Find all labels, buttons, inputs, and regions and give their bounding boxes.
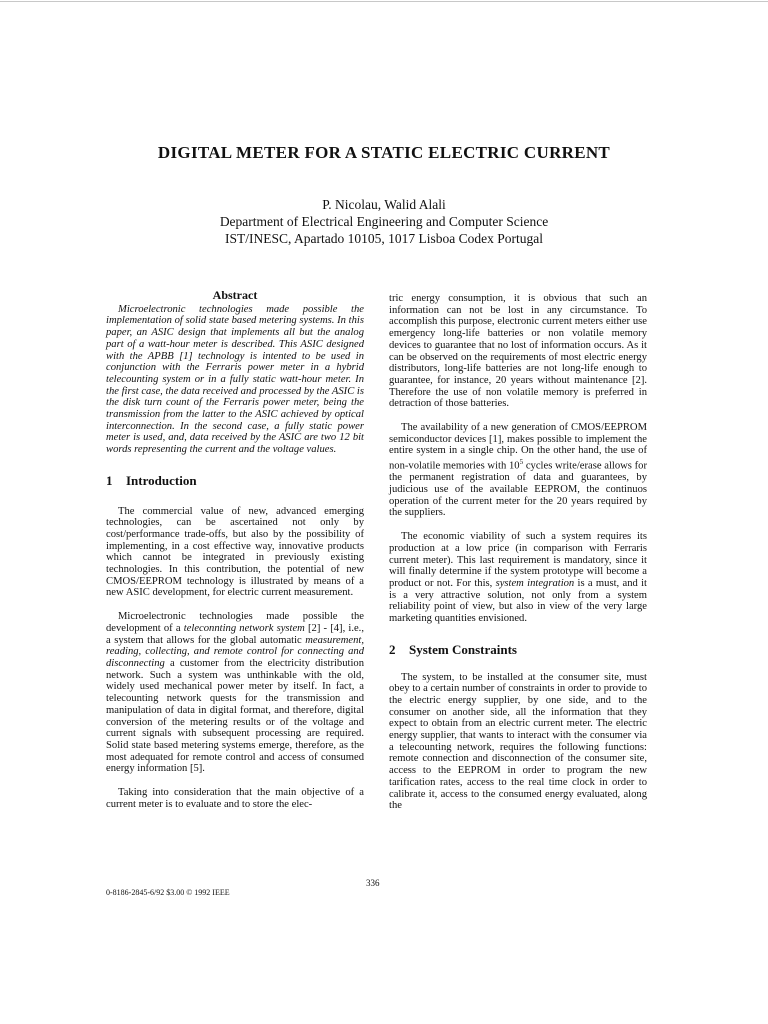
section-heading-introduction [106, 472, 364, 488]
affiliation-address: IST/INESC, Apartado 10105, 1017 Lisboa Codex Portugal [225, 231, 543, 246]
section-title: Introduction [126, 472, 197, 488]
top-rule [0, 1, 768, 2]
intro-paragraph-2: Microelectronic technologies made possible the development of a teleconnting network system [2] - [4], i.e., a system that allows for the global automatic measurement, reading, collecting, and remote control for connecting and disconnecting a customer from the electricity distribution network. Such a system was unthinkable with the old, widely used mechanical power meter by itself. In fact, a telecounting network quests for the transmission and manipulation of data in digital format, and therefore, digital conversion of the metering results or of the voltage and current signals with subsequent processing are required. Solid state based metering systems emerge, therefore, as the most adequated for remote control and access of consumed energy information [5]. [106, 611, 364, 775]
affiliation-department: Department of Electrical Engineering and Computer Science [219, 214, 549, 229]
section-heading-system-constraints [389, 641, 647, 657]
section-title: System Constraints [409, 641, 517, 657]
paper-title: DIGITAL METER FOR A STATIC ELECTRIC CURRENT [157, 143, 611, 162]
section-number: 2 [389, 641, 396, 657]
right-paragraph-2: The availability of a new generation of CMOS/EEPROM semiconductor devices [1], makes possible to implement the entire system in a single chip. On the other hand, the use of non-volatile memories with $10^5$ cycles write/erase allows for the permanent registration of data and guarantees, by judicious use of the available EEPROM, the continuos operation of the current meter for the 20 years required by the suppliers. [389, 422, 647, 519]
left-column [106, 290, 364, 810]
author-names: P. Nicolau, Walid Alali [322, 197, 446, 212]
intro-paragraph-1: The commercial value of new, advanced emerging technologies, can be ascertained not only by cost/performance trade-offs, but also by the possibility of implementing, in a cost effective way, innovative products which cannot be integrated in previously existing technologies. In this contribution, the potential of new CMOS/EEPROM technology is illustrated by means of a new ASIC development, for electric current measurement. [106, 505, 364, 599]
right-paragraph-1: tric energy consumption, it is obvious that such an information can not be lost in any circumstance. To accomplish this purpose, electronic current meters either use emergency long-life batteries or non volatile memory devices to guarantee that no lost of information occurs. As it can be observed on the requirements of most electric energy distributors, long-life batteries are not long-life enough to guarantee, for instance, 20 years without maintenance [2]. Therefore the use of non volatile memory is preferred in detraction of those batteries. [389, 293, 647, 410]
abstract-heading: Abstract [212, 288, 258, 302]
author-block [40, 196, 728, 247]
abstract-text: Microelectronic technologies made possible the implementation of solid state based metering systems. In this paper, an ASIC design that implements all but the analog part of a watt-hour meter is described. This ASIC designed with the APBB [1] technology is intented to be used in conjunction with the Ferraris power meter in a hybrid telecounting system or in a fully static watt-hour meter. In the first case, the data received and processed by the ASIC is the disk turn count of the Ferraris power meter, being the transmission from the latter to the ASIC achieved by optical interconnection. In the second case, a fully static power meter is used, and, data received by the ASIC are two 12 bit words representing the current and the voltage values. [106, 303, 364, 456]
constraints-paragraph-1: The system, to be installed at the consumer site, must obey to a certain number of constraints in order to provide to the electric energy supplier, by one side, and to the consumer on another side, all the information that they expect to obtain from an electric current meter. The electric energy supplier, that wants to interact with the consumer via a telecounting network, requires the following functions: remote connection and disconnection of the consumer site, access to the EEPROM in order to program the new tarification rates, access to the real time clock in order to calibrate it, access to the consumed energy evaluated, along the [389, 671, 648, 812]
right-column [389, 293, 647, 812]
section-number: 1 [106, 472, 113, 488]
copyright-line: 0-8186-2845-6/92 $3.00 © 1992 IEEE [106, 888, 230, 897]
page-number: 336 [366, 878, 380, 888]
intro-paragraph-3: Taking into consideration that the main objective of a current meter is to evaluate and to store the elec- [106, 787, 364, 810]
right-paragraph-3: The economic viability of such a system requires its production at a low price (in comparison with Ferraris current meter). This last requirement is mandatory, since it will finally determine if the system prototype will become a product or not. For this, system integration is a must, and it is a very attractive solution, not only from a system reliability point of view, but also in view of the very large marketing quantities envisioned. [389, 531, 647, 625]
